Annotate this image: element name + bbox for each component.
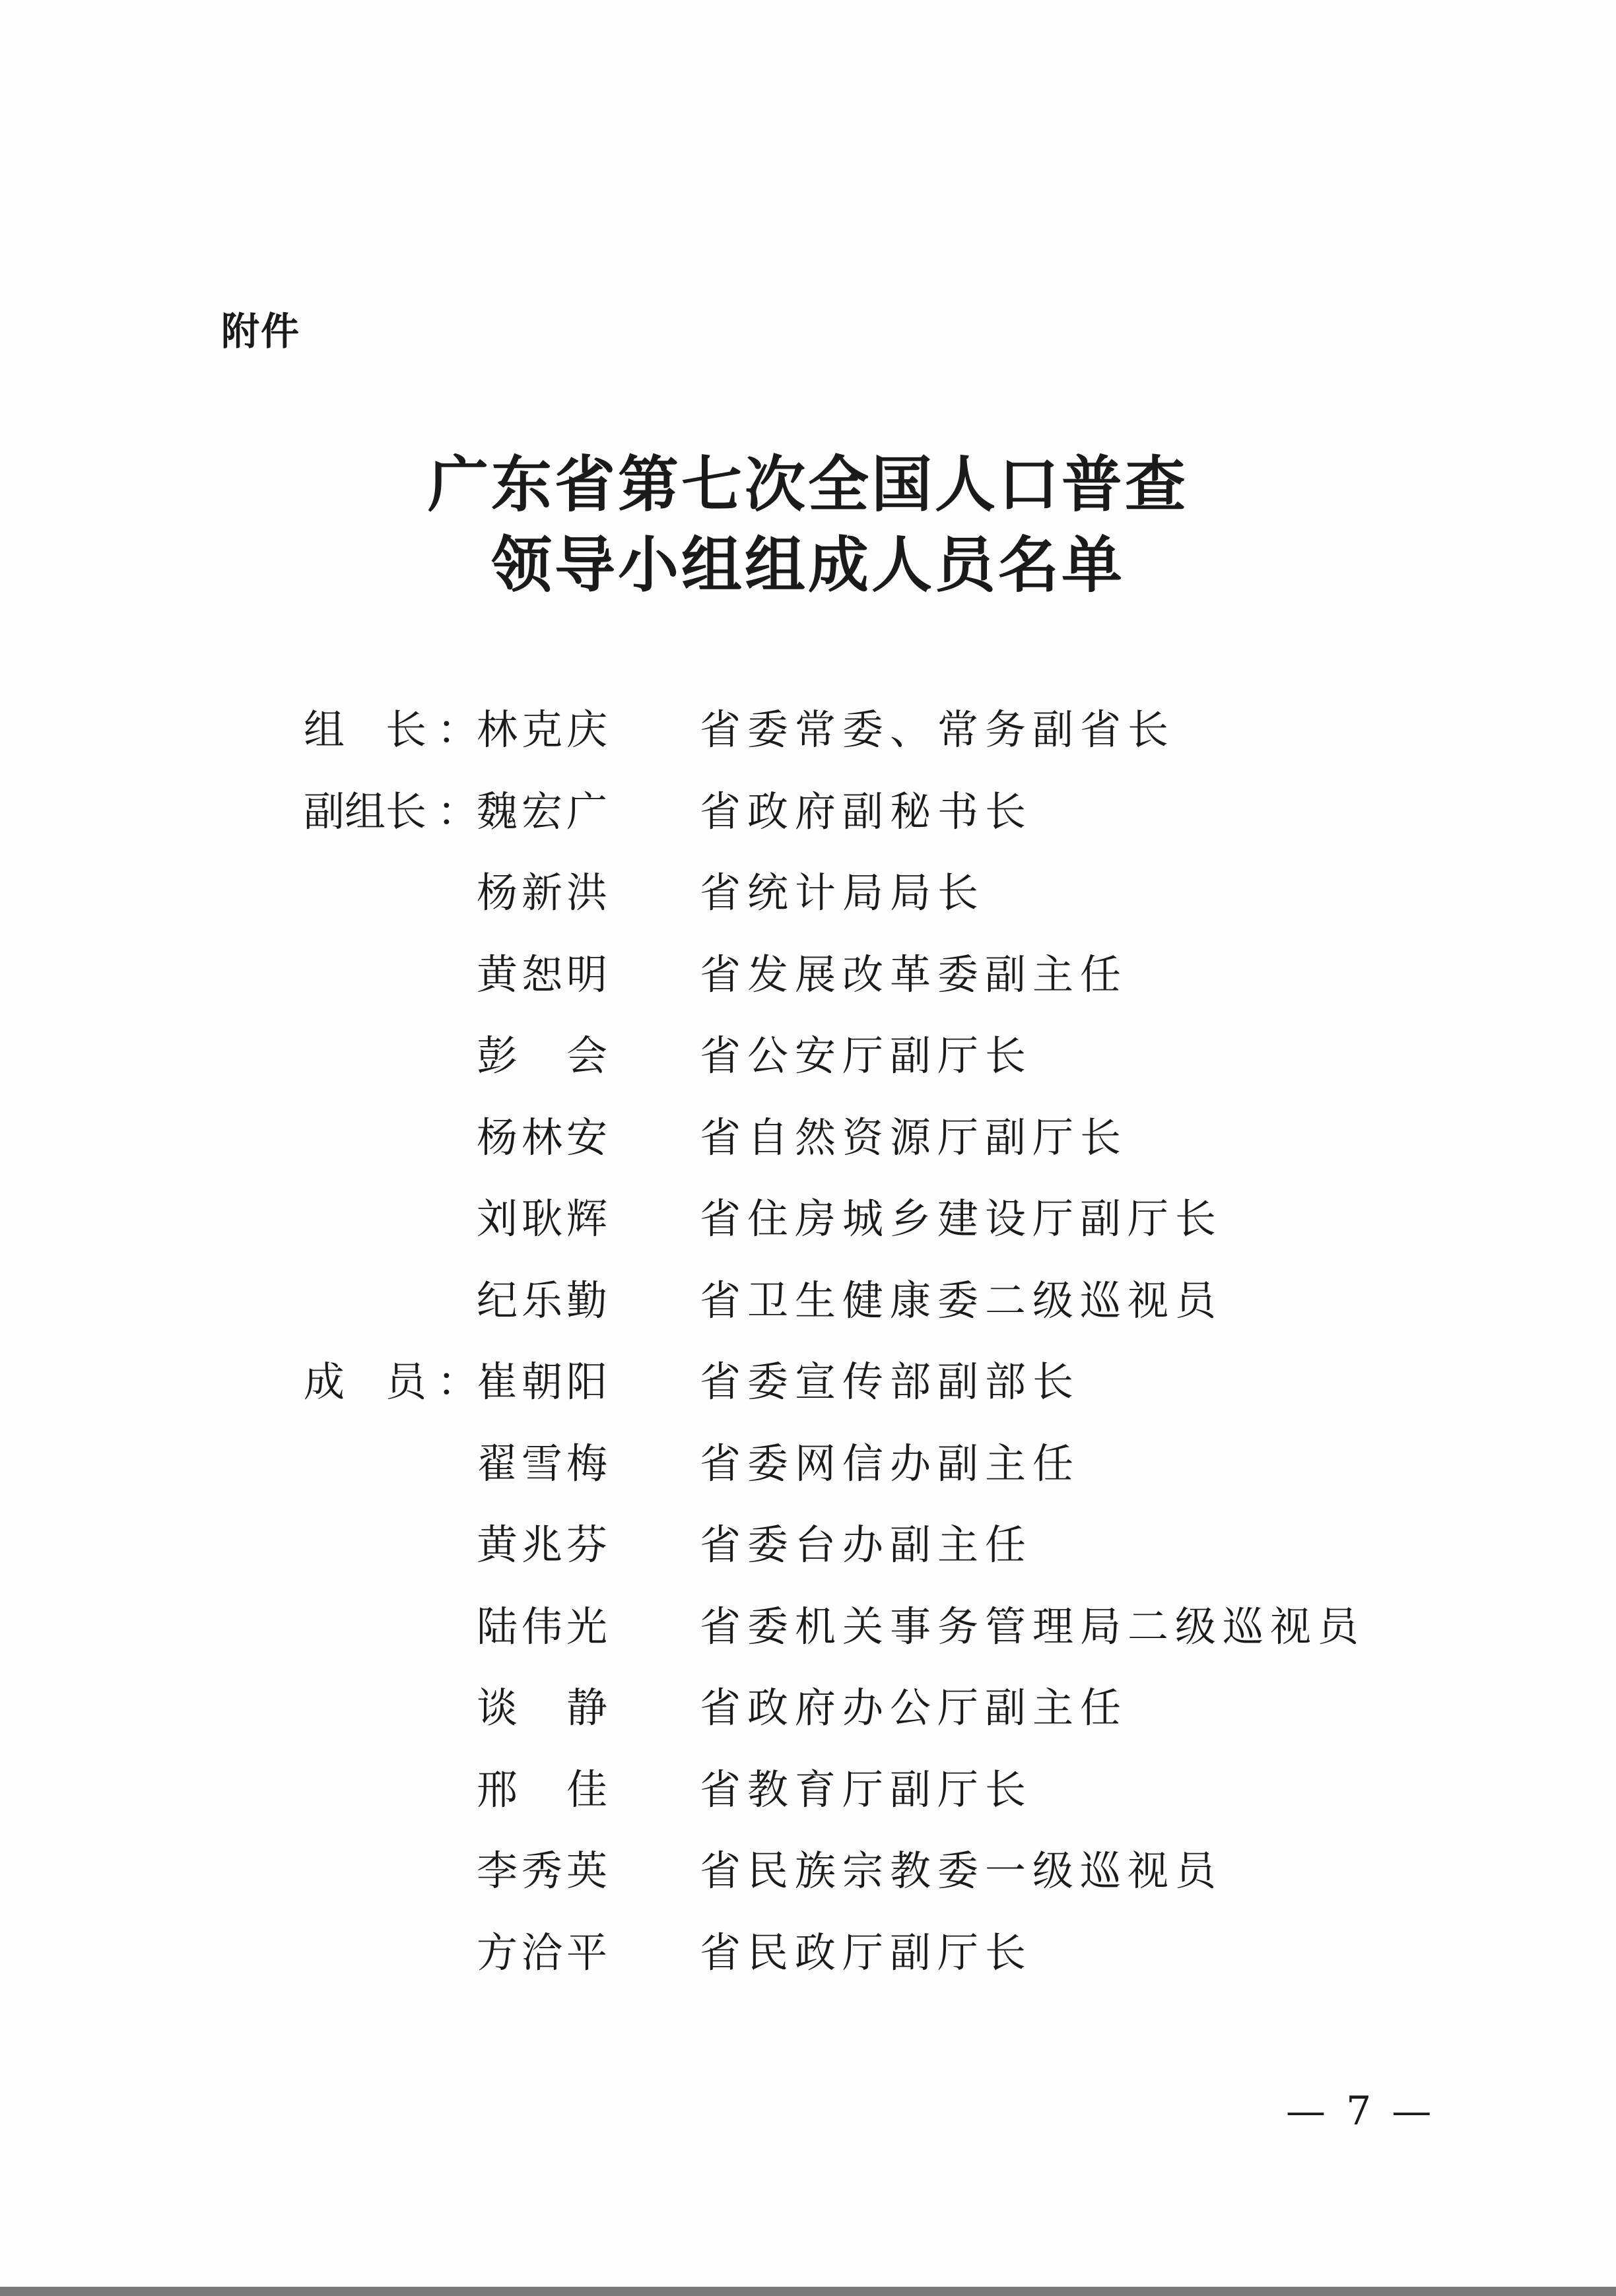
member-position: 省民族宗教委一级巡视员 xyxy=(700,1847,1223,1895)
member-role: 副组长 xyxy=(304,787,427,836)
member-name: 方洽平 xyxy=(477,1928,612,1977)
member-position: 省教育厅副厅长 xyxy=(700,1765,1033,1814)
member-position: 省自然资源厅副厅长 xyxy=(700,1113,1128,1162)
member-name: 黄恕明 xyxy=(477,950,612,999)
member-position: 省委宣传部副部长 xyxy=(700,1358,1081,1406)
member-row xyxy=(0,1602,1616,1688)
member-position: 省统计局局长 xyxy=(700,869,986,917)
role-colon: ： xyxy=(437,787,479,836)
member-name: 黄兆芬 xyxy=(477,1521,612,1569)
member-row xyxy=(0,869,1616,954)
member-position: 省委网信办副主任 xyxy=(700,1439,1081,1488)
member-row xyxy=(0,1032,1616,1117)
scan-edge-bar xyxy=(0,2287,1616,2296)
member-position: 省民政厅副厅长 xyxy=(700,1928,1033,1977)
document-title-line-2: 领导小组组成人员名单 xyxy=(490,529,1125,601)
member-name: 谈 静 xyxy=(477,1684,612,1732)
member-row xyxy=(0,787,1616,873)
member-name: 邢 佳 xyxy=(477,1765,612,1814)
attachment-label: 附件 xyxy=(221,309,301,354)
member-position: 省公安厅副厅长 xyxy=(700,1032,1033,1080)
page-number: — 7 — xyxy=(1286,2088,1436,2134)
document-title-line-1: 广东省第七次全国人口普查 xyxy=(427,449,1188,520)
member-role: 组 长 xyxy=(304,705,427,754)
member-row xyxy=(0,1113,1616,1199)
member-row xyxy=(0,1276,1616,1362)
member-row xyxy=(0,1928,1616,2014)
member-position: 省委常委、常务副省长 xyxy=(700,705,1176,754)
member-row xyxy=(0,1684,1616,1769)
member-row xyxy=(0,1195,1616,1280)
member-roster xyxy=(0,705,1616,2014)
role-colon: ： xyxy=(437,705,479,754)
member-position: 省政府副秘书长 xyxy=(700,787,1033,836)
member-position: 省委机关事务管理局二级巡视员 xyxy=(700,1602,1366,1651)
member-row xyxy=(0,705,1616,791)
member-row xyxy=(0,1521,1616,1606)
member-row xyxy=(0,1847,1616,1932)
role-colon: ： xyxy=(437,1358,479,1406)
member-name: 纪乐勤 xyxy=(477,1276,612,1325)
member-name: 刘耿辉 xyxy=(477,1195,612,1243)
member-name: 陆伟光 xyxy=(477,1602,612,1651)
member-name: 林克庆 xyxy=(477,705,612,754)
member-position: 省委台办副主任 xyxy=(700,1521,1033,1569)
member-role: 成 员 xyxy=(304,1358,427,1406)
member-position: 省卫生健康委二级巡视员 xyxy=(700,1276,1223,1325)
member-name: 杨林安 xyxy=(477,1113,612,1162)
member-name: 彭 会 xyxy=(477,1032,612,1080)
member-position: 省政府办公厅副主任 xyxy=(700,1684,1128,1732)
member-name: 翟雪梅 xyxy=(477,1439,612,1488)
member-position: 省住房城乡建设厅副厅长 xyxy=(700,1195,1223,1243)
member-row xyxy=(0,950,1616,1036)
member-name: 李秀英 xyxy=(477,1847,612,1895)
member-row xyxy=(0,1765,1616,1851)
member-name: 杨新洪 xyxy=(477,869,612,917)
member-row xyxy=(0,1358,1616,1443)
member-name: 魏宏广 xyxy=(477,787,612,836)
member-name: 崔朝阳 xyxy=(477,1358,612,1406)
member-row xyxy=(0,1439,1616,1525)
member-position: 省发展改革委副主任 xyxy=(700,950,1128,999)
